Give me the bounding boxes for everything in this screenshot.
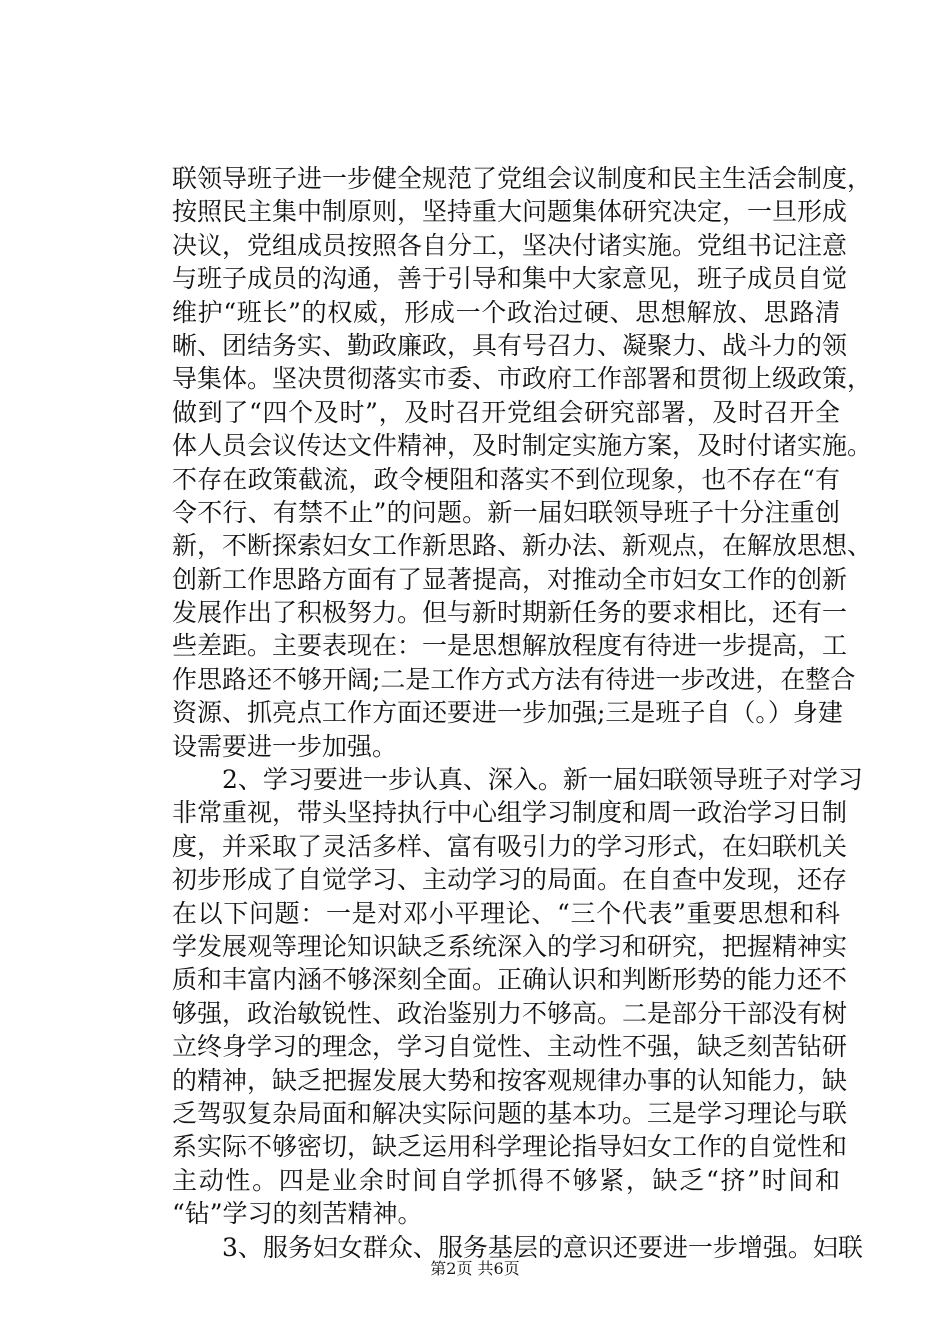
body-line: 立终身学习的理念，学习自觉性、主动性不强，缺乏刻苦钻研 [172,1032,848,1062]
page-number-label: 第2页 共6页 [430,1259,520,1278]
body-line: 按照民主集中制原则，坚持重大问题集体研究决定，一旦形成 [172,197,848,227]
body-line: “钻”学习的刻苦精神。 [172,1199,423,1229]
body-line: 学发展观等理论知识缺乏系统深入的学习和研究，把握精神实 [172,931,848,961]
body-line: 2、学习要进一步认真、深入。新一届妇联领导班子对学习 [172,765,863,795]
body-line: 质和丰富内涵不够深刻全面。正确认识和判断形势的能力还不 [172,965,848,995]
body-line: 维护“班长”的权威，形成一个政治过硬、思想解放、思路清 [172,297,840,327]
body-line: 够强，政治敏锐性、政治鉴别力不够高。二是部分干部没有树 [172,998,848,1028]
body-line: 的精神，缺乏把握发展大势和按客观规律办事的认知能力，缺 [172,1065,848,1095]
page-footer [0,1256,950,1279]
body-line: 些差距。主要表现在：一是思想解放程度有待进一步提高，工 [172,631,848,661]
body-line: 乏驾驭复杂局面和解决实际问题的基本功。三是学习理论与联 [172,1098,848,1128]
body-line: 度，并采取了灵活多样、富有吸引力的学习形式，在妇联机关 [172,831,848,861]
body-line: 与班子成员的沟通，善于引导和集中大家意见，班子成员自觉 [172,264,848,294]
body-line: 导集体。坚决贯彻落实市委、市政府工作部署和贯彻上级政策， [172,364,873,394]
body-line: 发展作出了积极努力。但与新时期新任务的要求相比，还有一 [172,598,848,628]
body-line: 作思路还不够开阔;二是工作方式方法有待进一步改进，在整合 [172,664,856,694]
body-line: 3、服务妇女群众、服务基层的意识还要进一步增强。妇联 [172,1232,863,1262]
body-line: 新，不断探索妇女工作新思路、新办法、新观点，在解放思想、 [172,531,873,561]
body-line: 设需要进一步加强。 [172,731,398,761]
body-line: 主动性。四是业余时间自学抓得不够紧，缺乏“挤”时间和 [172,1165,840,1195]
body-line: 创新工作思路方面有了显著提高，对推动全市妇女工作的创新 [172,564,848,594]
body-line: 体人员会议传达文件精神，及时制定实施方案，及时付诸实施。 [172,431,873,461]
body-line: 做到了“四个及时”，及时召开党组会研究部署，及时召开全 [172,397,840,427]
body-line: 在以下问题：一是对邓小平理论、“三个代表”重要思想和科 [172,898,840,928]
body-line: 非常重视，带头坚持执行中心组学习制度和周一政治学习日制 [172,798,848,828]
body-line: 决议，党组成员按照各自分工，坚决付诸实施。党组书记注意 [172,230,848,260]
document-body [172,162,873,1264]
body-line: 初步形成了自觉学习、主动学习的局面。在自查中发现，还存 [172,865,848,895]
body-line: 不存在政策截流，政令梗阻和落实不到位现象，也不存在“有 [172,464,840,494]
body-line: 令不行、有禁不止”的问题。新一届妇联领导班子十分注重创 [172,497,840,527]
body-line: 系实际不够密切，缺乏运用科学理论指导妇女工作的自觉性和 [172,1132,848,1162]
body-line: 晰、团结务实、勤政廉政，具有号召力、凝聚力、战斗力的领 [172,330,848,360]
body-line: 资源、抓亮点工作方面还要进一步加强;三是班子自（。）身建 [172,698,843,728]
body-line: 联领导班子进一步健全规范了党组会议制度和民主生活会制度， [172,164,873,193]
